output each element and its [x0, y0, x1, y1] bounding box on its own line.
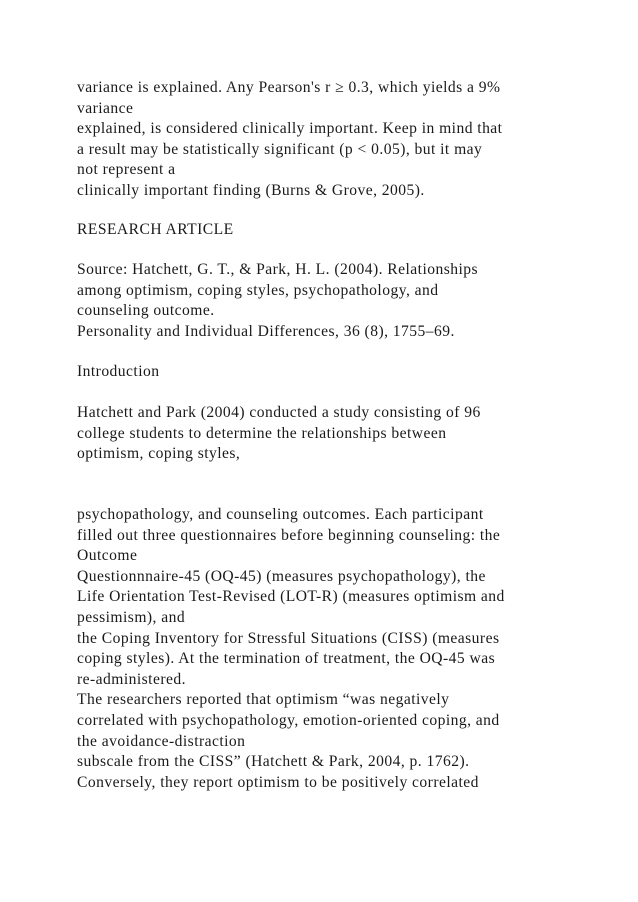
text-line: coping styles). At the termination of treatment, the OQ-45 was: [77, 650, 496, 668]
text-line: variance: [77, 99, 134, 117]
text-line: not represent a: [77, 161, 176, 179]
paragraph-study: [77, 403, 597, 465]
text-line: Personality and Individual Differences, 36 (8), 1755–69.: [77, 322, 455, 340]
text-line: clinically important finding (Burns & Grove, 2005).: [77, 181, 425, 199]
text-line: psychopathology, and counseling outcomes. Each participant: [77, 506, 484, 523]
text-line: Questionnnaire-45 (OQ-45) (measures psychopathology), the: [77, 567, 486, 585]
heading-introduction: [77, 362, 597, 383]
text-line: filled out three questionnaires before beginning counseling: the: [77, 526, 501, 544]
text-line: a result may be statistically significant (p < 0.05), but it may: [77, 140, 483, 158]
text-line: Conversely, they report optimism to be positively correlated: [77, 773, 479, 791]
section-heading: RESEARCH ARTICLE: [77, 221, 234, 238]
text-line: correlated with psychopathology, emotion-oriented coping, and: [77, 711, 500, 729]
text-line: Life Orientation Test-Revised (LOT-R) (measures optimism and: [77, 588, 505, 606]
text-line: college students to determine the relationships between: [77, 424, 447, 442]
text-line: the Coping Inventory for Stressful Situations (CISS) (measures: [77, 629, 500, 647]
text-line: re-administered.: [77, 670, 186, 688]
heading-research-article: [77, 220, 597, 241]
text-line: counseling outcome.: [77, 302, 215, 320]
text-line: pessimism), and: [77, 608, 186, 626]
text-line: variance is explained. Any Pearson's r ≥ 0.3, which yields a 9%: [77, 79, 501, 96]
text-line: Hatchett and Park (2004) conducted a study consisting of 96: [77, 404, 481, 421]
text-line: explained, is considered clinically important. Keep in mind that: [77, 120, 503, 138]
text-line: Source: Hatchett, G. T., & Park, H. L. (2004). Relationships: [77, 261, 479, 278]
paragraph-variance: [77, 78, 597, 202]
text-line: Outcome: [77, 547, 138, 565]
text-line: The researchers reported that optimism “was negatively: [77, 691, 450, 709]
paragraph-source: [77, 260, 597, 342]
text-line: the avoidance-distraction: [77, 732, 246, 750]
text-line: among optimism, coping styles, psychopathology, and: [77, 281, 439, 299]
text-line: subscale from the CISS” (Hatchett & Park, 2004, p. 1762).: [77, 753, 470, 771]
text-line: optimism, coping styles,: [77, 445, 241, 463]
paragraph-psychopathology: [77, 505, 597, 793]
section-heading: Introduction: [77, 363, 160, 380]
